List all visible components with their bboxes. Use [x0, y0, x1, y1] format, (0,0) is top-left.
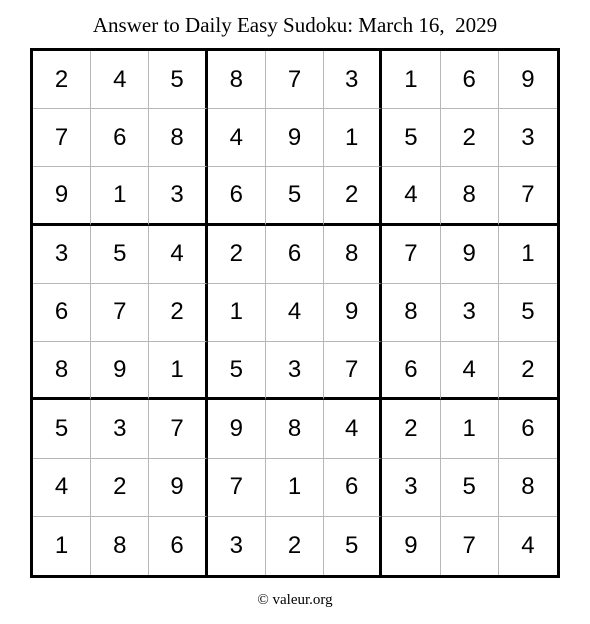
sudoku-cell: 2	[149, 284, 207, 342]
sudoku-cell: 2	[324, 167, 382, 225]
sudoku-cell: 6	[91, 109, 149, 167]
sudoku-cell: 8	[208, 51, 266, 109]
sudoku-cell: 7	[91, 284, 149, 342]
sudoku-cell: 6	[382, 342, 440, 400]
sudoku-cell: 4	[149, 226, 207, 284]
sudoku-cell: 3	[441, 284, 499, 342]
sudoku-cell: 6	[324, 459, 382, 517]
sudoku-cell: 1	[266, 459, 324, 517]
sudoku-cell: 9	[91, 342, 149, 400]
sudoku-cell: 3	[33, 226, 91, 284]
sudoku-cell: 3	[499, 109, 557, 167]
sudoku-cell: 5	[441, 459, 499, 517]
sudoku-cell: 8	[324, 226, 382, 284]
sudoku-cell: 7	[499, 167, 557, 225]
sudoku-cell: 1	[441, 400, 499, 458]
sudoku-cell: 8	[266, 400, 324, 458]
sudoku-cell: 5	[33, 400, 91, 458]
sudoku-cell: 1	[208, 284, 266, 342]
sudoku-cell: 4	[441, 342, 499, 400]
sudoku-cell: 7	[149, 400, 207, 458]
sudoku-cell: 9	[382, 517, 440, 575]
sudoku-cell: 8	[91, 517, 149, 575]
sudoku-cell: 3	[91, 400, 149, 458]
sudoku-cell: 1	[499, 226, 557, 284]
sudoku-cell: 3	[324, 51, 382, 109]
sudoku-cell: 5	[208, 342, 266, 400]
sudoku-cell: 7	[266, 51, 324, 109]
sudoku-cell: 2	[208, 226, 266, 284]
sudoku-cell: 3	[149, 167, 207, 225]
sudoku-cell: 4	[324, 400, 382, 458]
sudoku-cell: 6	[149, 517, 207, 575]
sudoku-cell: 4	[266, 284, 324, 342]
sudoku-cell: 6	[441, 51, 499, 109]
sudoku-cell: 4	[208, 109, 266, 167]
sudoku-cell: 8	[149, 109, 207, 167]
sudoku-board	[30, 48, 560, 578]
sudoku-cell: 2	[33, 51, 91, 109]
sudoku-cell: 2	[441, 109, 499, 167]
sudoku-cell: 3	[266, 342, 324, 400]
sudoku-cell: 5	[149, 51, 207, 109]
sudoku-cell: 9	[266, 109, 324, 167]
sudoku-cell: 5	[91, 226, 149, 284]
sudoku-cell: 4	[33, 459, 91, 517]
sudoku-cell: 6	[499, 400, 557, 458]
sudoku-cell: 2	[91, 459, 149, 517]
sudoku-cell: 6	[266, 226, 324, 284]
sudoku-cell: 7	[441, 517, 499, 575]
sudoku-cell: 8	[441, 167, 499, 225]
sudoku-cell: 3	[382, 459, 440, 517]
sudoku-cell: 1	[382, 51, 440, 109]
sudoku-cell: 4	[382, 167, 440, 225]
sudoku-cell: 6	[208, 167, 266, 225]
copyright-footer: © valeur.org	[257, 592, 333, 608]
sudoku-cell: 8	[499, 459, 557, 517]
sudoku-cell: 2	[499, 342, 557, 400]
sudoku-cell: 9	[208, 400, 266, 458]
sudoku-cell: 9	[149, 459, 207, 517]
sudoku-cell: 1	[149, 342, 207, 400]
sudoku-cell: 5	[324, 517, 382, 575]
sudoku-cell: 9	[499, 51, 557, 109]
sudoku-cell: 1	[324, 109, 382, 167]
page-title: Answer to Daily Easy Sudoku: March 16, 2029	[92, 13, 498, 37]
sudoku-cell: 2	[266, 517, 324, 575]
sudoku-cell: 1	[91, 167, 149, 225]
sudoku-cell: 7	[33, 109, 91, 167]
sudoku-cell: 8	[33, 342, 91, 400]
sudoku-cell: 7	[208, 459, 266, 517]
sudoku-cell: 9	[441, 226, 499, 284]
sudoku-cell: 5	[266, 167, 324, 225]
sudoku-cell: 3	[208, 517, 266, 575]
sudoku-cell: 1	[33, 517, 91, 575]
sudoku-cell: 5	[382, 109, 440, 167]
sudoku-cell: 7	[382, 226, 440, 284]
sudoku-cell: 6	[33, 284, 91, 342]
sudoku-cell: 5	[499, 284, 557, 342]
sudoku-cell: 4	[521, 531, 535, 559]
sudoku-cell: 2	[382, 400, 440, 458]
sudoku-cell: 9	[324, 284, 382, 342]
sudoku-cell: 8	[382, 284, 440, 342]
sudoku-cell: 9	[33, 167, 91, 225]
sudoku-cell: 7	[324, 342, 382, 400]
sudoku-cell: 4	[91, 51, 149, 109]
